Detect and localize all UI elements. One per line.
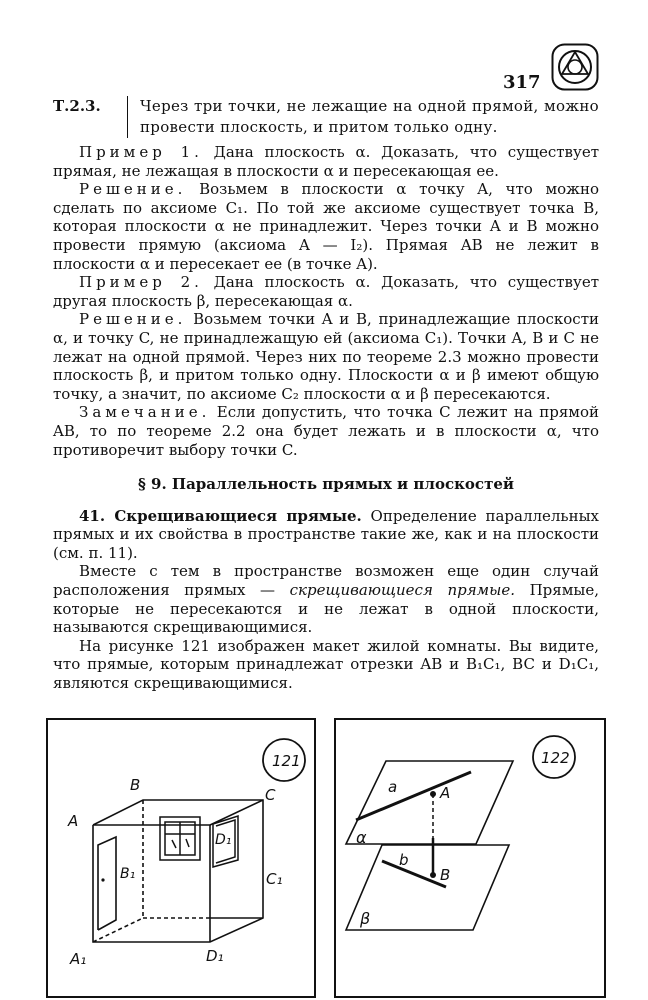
label-alpha: α	[356, 828, 367, 847]
figure-122	[334, 718, 606, 998]
paragraph-figure-121: На рисунке 121 изображен макет жилой комнаты. Вы видите, что прямые, которым принадлежат отрезки AB и B₁C₁, BC и D₁C₁, являются скрещивающимися.	[53, 636, 599, 693]
solution-1-label: Решение.	[79, 180, 187, 199]
page-number: 317	[503, 72, 541, 93]
line-a	[356, 772, 471, 820]
theorem-block	[53, 96, 599, 138]
label-B: B	[440, 866, 451, 884]
term-skew-lines: скрещивающиеся прямые.	[289, 581, 515, 600]
remark: Замечание. Если допустить, что точка C лежит на прямой AB, то по теореме 2.2 она будет лежать и в плоскости α, что противоречит выбору точки C.	[53, 403, 599, 459]
example-2-label: Пример 2.	[79, 273, 203, 292]
theorem-label: Т.2.3.	[53, 97, 101, 115]
label-a: a	[388, 778, 398, 796]
example-2: Пример 2. Дана плоскость α. Доказать, что существует другая плоскость β, пересекающая α.	[53, 273, 599, 310]
label-B1: B₁	[120, 866, 136, 882]
figure-121-number: 121	[272, 752, 301, 770]
label-B: B	[130, 776, 141, 794]
plane-beta	[346, 845, 509, 930]
main-text	[53, 143, 599, 693]
label-C: C	[265, 786, 276, 804]
solution-1: Решение. Возьмем в плоскости α точку A, что можно сделать по аксиоме C₁. По той же аксиоме существует точка B, которая плоскости α не принадлежит. Через точки A и B можно провести прямую (аксиома A — I₂). Прямая AB не лежит в плоскости α и пересекает ее (в точке A).	[53, 180, 599, 273]
example-1: Пример 1. Дана плоскость α. Доказать, что существует прямая, не лежащая в плоскости α и пересекающая ее.	[53, 143, 599, 180]
plane-alpha	[346, 761, 513, 844]
label-A1: A₁	[70, 950, 87, 968]
label-D1: D₁	[206, 947, 224, 965]
remark-label: Замечание.	[79, 403, 211, 422]
label-A: A	[440, 784, 451, 802]
section-heading: § 9. Параллельность прямых и плоскостей	[137, 475, 515, 494]
label-C1: C₁	[266, 870, 283, 888]
example-1-label: Пример 1.	[79, 143, 203, 161]
figure-121-drawing	[48, 720, 314, 996]
theorem-text: Через три точки, не лежащие на одной прямой, можно провести плоскость, и притом только одну.	[127, 96, 599, 138]
solution-2: Решение. Возьмем точки A и B, принадлежащие плоскости α, и точку C, не принадлежащую ей (аксиома C₁). Точки A, B и C не лежат на одной прямой. Через них по теореме 2.3 можно провести плоскость β, и притом только одну. Плоскости α и β имеют общую точку, а значит, по аксиоме C₂ плоскости α и β пересекаются.	[53, 310, 599, 403]
label-D1-window: D₁	[215, 832, 232, 848]
item-41-label: 41. Скрещивающиеся прямые.	[79, 506, 362, 525]
item-41: 41. Скрещивающиеся прямые. Определение параллельных прямых и их свойства в пространстве такие же, как и на плоскости (см. п. 11).	[53, 506, 599, 562]
point-A	[430, 791, 436, 797]
label-b: b	[399, 851, 409, 869]
label-A: A	[68, 812, 79, 830]
line-b	[382, 861, 446, 887]
solution-2-label: Решение.	[79, 310, 187, 329]
label-beta: β	[360, 909, 371, 928]
window-back	[160, 817, 200, 860]
figure-121	[46, 718, 316, 998]
figure-122-number: 122	[541, 749, 570, 767]
door-handle	[101, 878, 104, 881]
logo-icon	[551, 43, 599, 91]
door	[98, 837, 116, 930]
paragraph-skew-lines: Вместе с тем в пространстве возможен еще один случай расположения прямых — скрещивающиеся прямые. Прямые, которые не пересекаются и не лежат в одной плоскости, называются скрещивающимися.	[53, 562, 599, 637]
figure-122-drawing	[336, 720, 604, 996]
point-B	[430, 872, 436, 878]
